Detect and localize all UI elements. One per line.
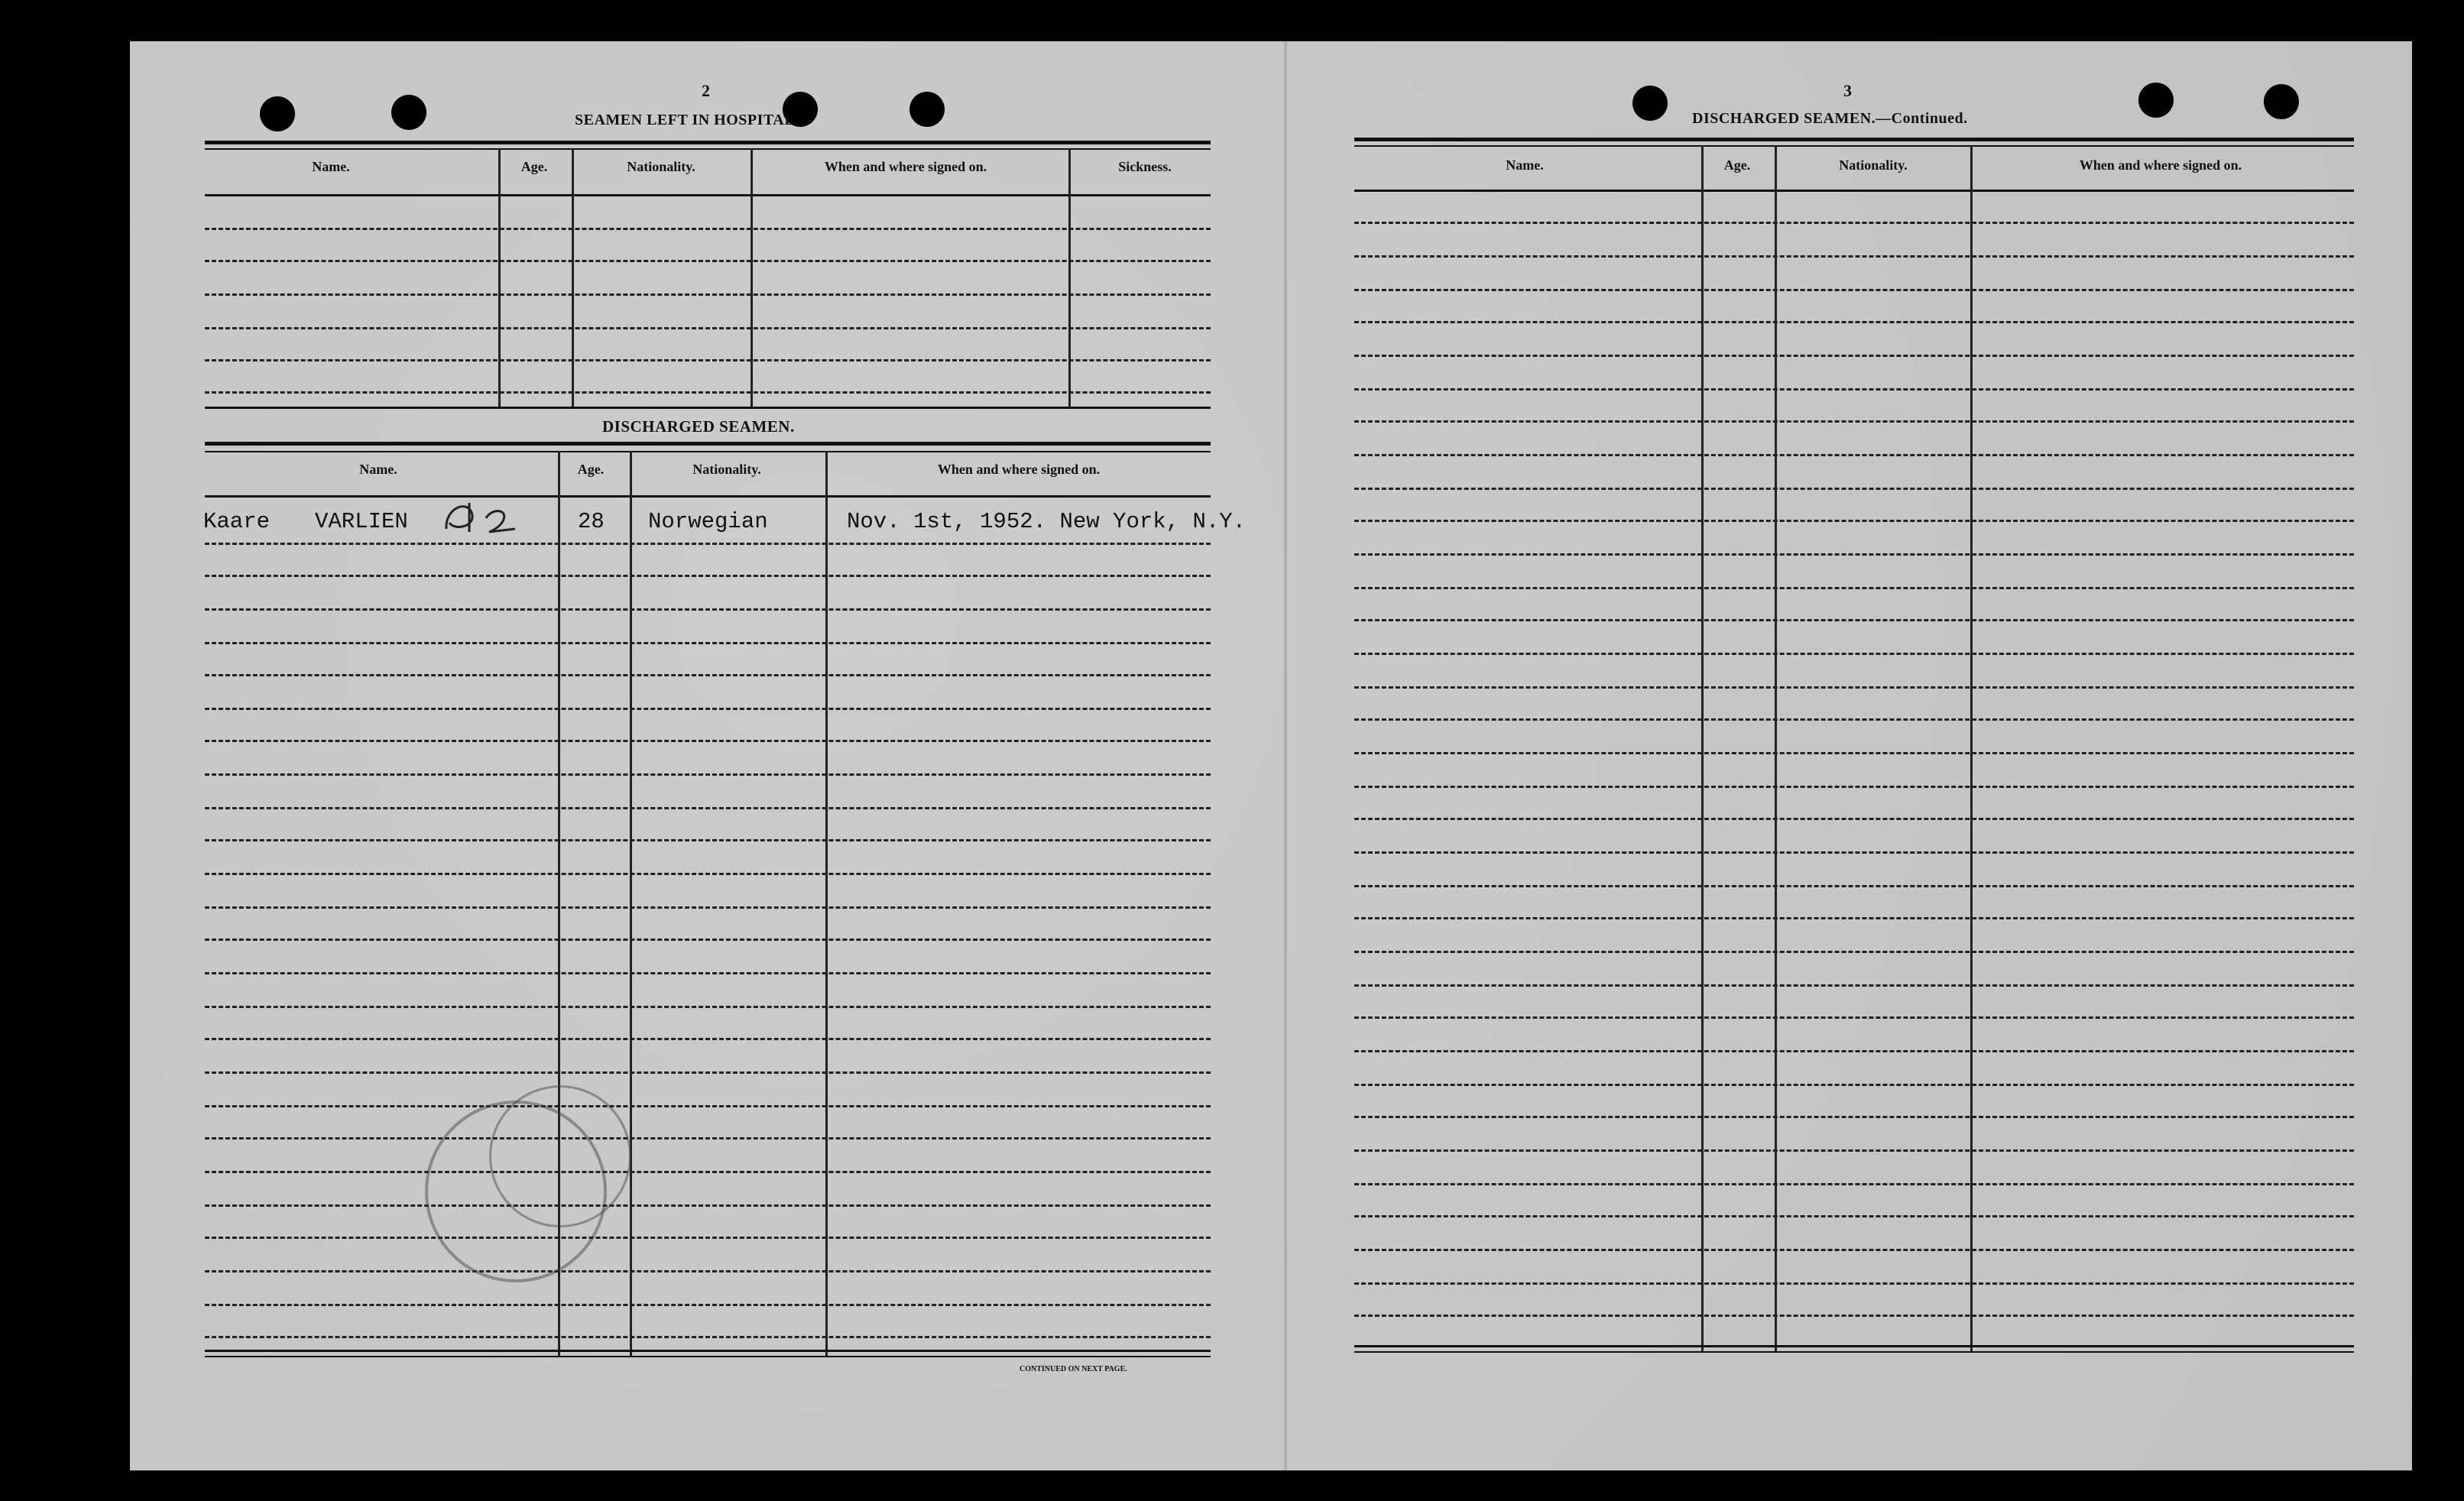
row-line	[205, 608, 1211, 611]
row-line	[1354, 1282, 2354, 1285]
row-line	[1354, 289, 2354, 291]
column-header-age: Age.	[1723, 157, 1751, 173]
column-header-sickness: Sickness.	[1118, 159, 1172, 174]
row-line	[205, 1304, 1211, 1306]
row-line	[205, 740, 1211, 742]
row-line	[205, 327, 1211, 329]
row-line	[1354, 984, 2354, 987]
row-line	[205, 1204, 1211, 1207]
seaman-signed-on: Nov. 1st, 1952. New York, N.Y.	[847, 509, 1247, 534]
row-line	[205, 906, 1211, 909]
row-line	[205, 1071, 1211, 1074]
column-header-signed-on: When and where signed on.	[2079, 157, 2242, 173]
row-line	[205, 642, 1211, 644]
rule	[205, 495, 1211, 498]
column-divider	[572, 148, 574, 408]
row-line	[1354, 1249, 2354, 1251]
rule	[1354, 190, 2354, 192]
row-line	[205, 260, 1211, 262]
seaman-first-name: Kaare	[203, 509, 271, 534]
row-line	[205, 708, 1211, 710]
column-header-name: Name.	[359, 462, 397, 477]
column-header-age: Age.	[577, 462, 605, 477]
rule	[205, 1356, 1211, 1357]
column-divider	[1970, 145, 1973, 1351]
row-line	[205, 1336, 1211, 1338]
rule	[205, 148, 1211, 150]
rule	[205, 141, 1211, 144]
row-line	[1354, 653, 2354, 655]
punch-hole	[391, 95, 426, 130]
row-line	[205, 839, 1211, 841]
column-header-signed-on: When and where signed on.	[937, 462, 1101, 477]
column-header-signed-on: When and where signed on.	[824, 159, 987, 174]
rule	[1354, 1345, 2354, 1347]
row-line	[1354, 917, 2354, 919]
rule	[205, 451, 1211, 452]
row-line	[205, 575, 1211, 577]
page-number: 2	[702, 81, 710, 100]
row-line	[205, 773, 1211, 776]
row-line	[1354, 420, 2354, 423]
page-fold	[1284, 41, 1287, 1470]
row-line	[1354, 619, 2354, 621]
row-line	[205, 1006, 1211, 1008]
row-line	[1354, 1016, 2354, 1019]
rule	[205, 194, 1211, 196]
column-divider	[1068, 148, 1071, 408]
rule	[1354, 145, 2354, 147]
row-line	[205, 1105, 1211, 1107]
row-line	[205, 543, 1211, 545]
row-line	[205, 939, 1211, 941]
discharged-section-title: DISCHARGED SEAMEN.	[602, 417, 795, 436]
row-line	[205, 391, 1211, 394]
row-line	[205, 1137, 1211, 1140]
row-line	[1354, 454, 2354, 456]
rule	[1354, 1351, 2354, 1353]
punch-hole	[909, 92, 945, 127]
rule	[1354, 138, 2354, 141]
column-header-nationality: Nationality.	[1839, 157, 1908, 173]
row-line	[205, 359, 1211, 361]
row-line	[205, 873, 1211, 875]
row-line	[1354, 1315, 2354, 1317]
row-line	[1354, 1050, 2354, 1052]
punch-hole	[2138, 83, 2174, 118]
column-header-name: Name.	[1506, 157, 1544, 173]
row-line	[205, 972, 1211, 974]
row-line	[1354, 1084, 2354, 1086]
row-line	[1354, 1116, 2354, 1118]
row-line	[1354, 686, 2354, 689]
rule	[205, 407, 1211, 409]
row-line	[205, 1270, 1211, 1272]
seaman-last-name: VARLIEN	[315, 509, 408, 534]
punch-hole	[2264, 84, 2299, 119]
rule	[205, 442, 1211, 446]
row-line	[205, 228, 1211, 230]
row-line	[1354, 355, 2354, 357]
hospital-section-title: SEAMEN LEFT IN HOSPITAL.	[575, 112, 799, 128]
row-line	[1354, 321, 2354, 323]
seaman-nationality: Norwegian	[648, 509, 768, 534]
column-divider	[1701, 145, 1704, 1351]
row-line	[1354, 587, 2354, 589]
row-line	[1354, 851, 2354, 854]
row-line	[1354, 520, 2354, 522]
row-line	[1354, 718, 2354, 721]
row-line	[205, 807, 1211, 809]
punch-hole	[260, 96, 295, 131]
row-line	[1354, 1215, 2354, 1217]
row-line	[1354, 786, 2354, 788]
discharged-continued-title: DISCHARGED SEAMEN.—Continued.	[1692, 110, 1968, 127]
rule	[205, 1350, 1211, 1352]
row-line	[1354, 818, 2354, 820]
column-header-nationality: Nationality.	[692, 462, 761, 477]
column-divider	[498, 148, 501, 408]
column-divider	[1775, 145, 1777, 1351]
row-line	[1354, 553, 2354, 556]
column-header-age: Age.	[520, 159, 548, 174]
page-number: 3	[1843, 81, 1852, 100]
continued-note: CONTINUED ON NEXT PAGE.	[1020, 1365, 1127, 1373]
column-divider	[751, 148, 753, 408]
faded-stamp	[489, 1085, 631, 1227]
row-line	[1354, 388, 2354, 391]
row-line	[1354, 885, 2354, 887]
seaman-age: 28	[578, 509, 605, 534]
column-header-nationality: Nationality.	[627, 159, 695, 174]
row-line	[205, 674, 1211, 676]
row-line	[205, 1171, 1211, 1173]
row-line	[1354, 222, 2354, 224]
row-line	[205, 293, 1211, 296]
column-divider	[630, 451, 632, 1356]
handwritten-mark	[439, 492, 546, 538]
row-line	[205, 1237, 1211, 1239]
punch-hole	[1632, 86, 1668, 121]
row-line	[1354, 752, 2354, 754]
row-line	[205, 1038, 1211, 1040]
column-header-name: Name.	[312, 159, 350, 174]
row-line	[1354, 1183, 2354, 1185]
column-divider	[825, 451, 828, 1356]
row-line	[1354, 488, 2354, 490]
row-line	[1354, 1149, 2354, 1152]
row-line	[1354, 255, 2354, 258]
row-line	[1354, 951, 2354, 953]
